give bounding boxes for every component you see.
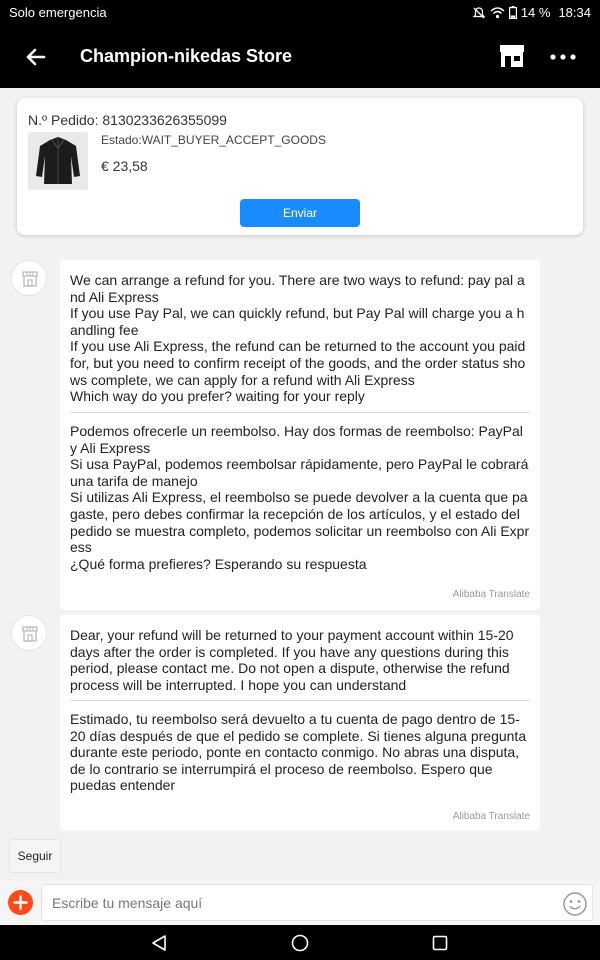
message-bubble [60, 260, 540, 610]
battery-percent: 14 % [520, 5, 551, 20]
message-original-text: We can arrange a refund for you. There are two ways to refund: pay pal and Ali Express If you use Pay Pal, we can quickly refund, but Pay Pal will charge you a handling fee If you use Ali Express, the refund can be returned to the account you paid for, but you need to confirm receipt of the goods, and the order status shows complete, we can apply for a refund with Ali Express Which way do you prefer? waiting for your reply [70, 272, 526, 405]
translator-label: Alibaba Translate [452, 589, 530, 600]
order-card[interactable] [17, 98, 583, 235]
nav-back-button[interactable] [150, 934, 168, 957]
circle-home-icon [291, 934, 309, 952]
system-nav-bar [0, 925, 600, 960]
order-number: N.º Pedido: 8130233626355099 [28, 112, 227, 128]
emoji-button[interactable] [562, 891, 588, 917]
message-original-text: Dear, your refund will be returned to your payment account within 15-20 days after the order is completed. If you have any questions during this period, please contact me. Do not open a dispute, otherwise the refund process will be interrupted. I hope you can understand [70, 627, 514, 693]
message-translated-text: Estimado, tu reembolso será devuelto a tu cuenta de pago dentro de 15-20 días después de que el pedido se complete. Si tienes alguna pregunta durante este periodo, ponte en contacto conmigo. No abras una disputa, de lo contrario se interrumpirá el proceso de reembolso. Espero que puedas entender [70, 711, 527, 794]
status-icons [472, 5, 591, 20]
battery-icon [509, 6, 517, 19]
message-input-bar [0, 881, 600, 925]
seller-avatar[interactable] [11, 260, 47, 296]
message-input[interactable] [41, 884, 593, 921]
store-icon [21, 270, 39, 288]
store-button[interactable] [498, 42, 526, 70]
more-button[interactable] [548, 44, 578, 70]
app-bar [0, 26, 600, 88]
mute-icon [472, 6, 486, 20]
order-price: € 23,58 [101, 158, 148, 174]
square-recents-icon [432, 935, 448, 951]
triangle-back-icon [150, 934, 168, 952]
back-arrow-icon [22, 43, 50, 71]
message-bubble [60, 615, 540, 830]
status-bar [0, 0, 600, 26]
translator-label: Alibaba Translate [452, 811, 530, 822]
emoji-icon [562, 891, 588, 917]
plus-icon [8, 890, 33, 915]
more-icon [548, 44, 578, 70]
nav-recents-button[interactable] [432, 935, 448, 956]
translation-divider [70, 412, 530, 413]
store-title: Champion-nikedas Store [80, 46, 293, 66]
carrier-text: Solo emergencia [9, 5, 107, 20]
order-status: Estado:WAIT_BUYER_ACCEPT_GOODS [101, 133, 326, 147]
nav-home-button[interactable] [291, 934, 309, 957]
product-thumbnail[interactable] [28, 132, 88, 190]
message-translated-text: Podemos ofrecerle un reembolso. Hay dos formas de reembolso: PayPal y Ali Express Si usa PayPal, podemos reembolsar rápidamente, pero PayPal le cobrará una tarifa de manejo Si utilizas Ali Express, el reembolso se puede devolver a la cuenta que pagaste, pero debes confirmar la recepción de los artículos, y el estado del pedido se muestra completo, podemos solicitar un reembolso con Ali Express ¿Qué forma prefieres? Esperando su respuesta [70, 423, 530, 572]
jacket-image [28, 132, 88, 190]
translation-divider [70, 700, 530, 701]
follow-button[interactable]: Seguir [9, 839, 61, 873]
send-button[interactable]: Enviar [240, 199, 360, 227]
store-icon [21, 625, 39, 643]
seller-avatar[interactable] [11, 615, 47, 651]
store-icon [498, 42, 526, 70]
wifi-icon [490, 7, 505, 19]
clock: 18:34 [558, 5, 591, 20]
message-input-placeholder: Escribe tu mensaje aquí [52, 895, 203, 911]
back-button[interactable] [22, 43, 50, 71]
add-button[interactable] [8, 890, 33, 915]
